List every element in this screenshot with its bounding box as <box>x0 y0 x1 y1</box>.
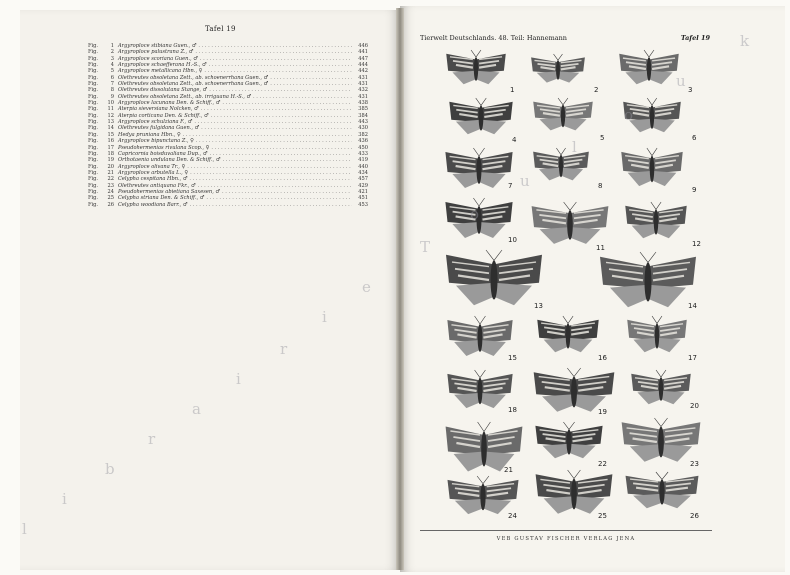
moth-figure <box>446 372 514 410</box>
figure-number-label: 16 <box>598 354 607 362</box>
footer-rule <box>420 530 712 531</box>
page-reference: 438 <box>358 100 368 107</box>
moth-figure <box>630 372 692 406</box>
species-name: Argyroploce stibiana Guen., ♂ <box>118 43 197 49</box>
page-reference: 385 <box>358 106 368 113</box>
figure-abbrev: Fig. <box>88 176 99 183</box>
page-reference: 431 <box>358 74 368 81</box>
page-reference: 433 <box>358 150 368 157</box>
moth-figure <box>620 150 684 188</box>
page-reference: 440 <box>358 163 368 170</box>
figure-abbrev: Fig. <box>88 74 99 81</box>
moth-figure <box>446 318 514 358</box>
moth-figure <box>532 100 594 132</box>
figure-number: 10 <box>107 100 114 107</box>
right-page-header <box>420 34 710 42</box>
figure-number-label: 22 <box>598 460 607 468</box>
page-reference: 443 <box>358 119 368 126</box>
figure-abbrev: Fig. <box>88 43 99 49</box>
species-name: Capricornia boisduvaliana Dup., ♂ <box>118 150 208 157</box>
figure-abbrev: Fig. <box>88 150 99 157</box>
figure-number: 5 <box>110 68 114 75</box>
figure-number-label: 3 <box>688 86 693 94</box>
figure-number-label: 23 <box>690 460 699 468</box>
species-name: Olethreutes obsoletana Zett., ab. irriguana H.-S., ♂ <box>118 93 252 100</box>
species-name: Orthotaenia undulana Den. & Schiff., ♂ <box>118 157 221 164</box>
page-reference: 447 <box>358 55 368 62</box>
watermark-letter: i <box>322 308 327 326</box>
page-reference: 432 <box>358 87 368 94</box>
species-name: Argyroploce bipunctana Z., ♀ <box>118 138 194 145</box>
figure-number-label: 12 <box>692 240 701 248</box>
page-reference: 384 <box>358 112 368 119</box>
species-name: Olethreutes antiquana Fkr., ♂ <box>118 182 196 189</box>
page-reference: 419 <box>358 157 368 164</box>
plate-legend-list <box>88 43 368 208</box>
moth-figure <box>448 100 514 136</box>
figure-number-label: 6 <box>692 134 697 142</box>
figure-number-label: 24 <box>508 512 517 520</box>
moth-figure <box>530 204 610 246</box>
figure-abbrev: Fig. <box>88 68 99 75</box>
moth-figure <box>598 254 698 310</box>
species-name: Olethreutes obsoletana Zett., ab. schoenerrhana Guen., ♂ <box>118 81 269 88</box>
watermark-letter: T <box>420 238 431 256</box>
page-reference: 434 <box>358 169 368 176</box>
page-reference: 436 <box>358 138 368 145</box>
moth-figure <box>620 420 702 464</box>
figure-number-label: 9 <box>692 186 697 194</box>
moth-figure <box>536 318 600 354</box>
figure-number: 3 <box>110 55 114 62</box>
figure-number: 16 <box>107 138 114 145</box>
watermark-letter: a <box>192 400 201 418</box>
figure-number-label: 26 <box>690 512 699 520</box>
figure-number: 9 <box>110 93 114 100</box>
watermark-letter: o <box>470 205 480 223</box>
figure-number: 15 <box>107 131 114 138</box>
watermark-letter: e <box>362 278 371 296</box>
plate-title: Tafel 19 <box>680 34 710 42</box>
figure-number-label: 17 <box>688 354 697 362</box>
figure-number: 8 <box>110 87 114 94</box>
figure-number-label: 2 <box>594 86 599 94</box>
figure-abbrev: Fig. <box>88 100 99 107</box>
figure-number-label: 20 <box>690 402 699 410</box>
page-reference: 441 <box>358 49 368 56</box>
species-name: Celypha striana Den. & Schiff., ♂ <box>118 195 205 202</box>
figure-number: 13 <box>107 119 114 126</box>
figure-number-label: 18 <box>508 406 517 414</box>
figure-number: 14 <box>107 125 114 132</box>
figure-number: 1 <box>110 43 114 49</box>
moth-figure <box>624 474 700 510</box>
watermark-letter: i <box>236 370 241 388</box>
page-reference: 442 <box>358 68 368 75</box>
figure-abbrev: Fig. <box>88 201 99 208</box>
species-name: Argyroploce schulziana F., ♂ <box>118 119 193 126</box>
figure-number: 24 <box>107 188 114 195</box>
figure-abbrev: Fig. <box>88 55 99 62</box>
page-reference: 450 <box>358 144 368 151</box>
figure-number: 12 <box>107 112 114 119</box>
figure-number-label: 13 <box>534 302 543 310</box>
figure-number-label: 15 <box>508 354 517 362</box>
figure-abbrev: Fig. <box>88 106 99 113</box>
figure-number-label: 5 <box>600 134 605 142</box>
figure-abbrev: Fig. <box>88 138 99 145</box>
figure-number: 25 <box>107 195 114 202</box>
species-name: Hedya pruniana Hbn., ♀ <box>118 131 181 138</box>
figure-abbrev: Fig. <box>88 81 99 88</box>
figure-abbrev: Fig. <box>88 62 99 69</box>
running-head: Tierwelt Deutschlands. 48. Teil: Hannemann <box>420 34 567 42</box>
moth-figure <box>446 478 520 516</box>
figure-number: 26 <box>107 201 114 208</box>
moth-figure <box>444 200 514 240</box>
figure-number: 20 <box>107 163 114 170</box>
figure-number-label: 19 <box>598 408 607 416</box>
figure-number: 23 <box>107 182 114 189</box>
figure-number: 22 <box>107 176 114 183</box>
figure-abbrev: Fig. <box>88 112 99 119</box>
figure-abbrev: Fig. <box>88 93 99 100</box>
watermark-letter: o <box>624 106 634 124</box>
figure-number-label: 8 <box>598 182 603 190</box>
species-name: Aterpia corticana Den. & Schiff., ♂ <box>118 112 209 119</box>
figure-abbrev: Fig. <box>88 125 99 132</box>
figure-abbrev: Fig. <box>88 195 99 202</box>
plate-legend-row <box>88 202 368 208</box>
figure-abbrev: Fig. <box>88 131 99 138</box>
species-name: Olethreutes obsoletana Zett., ab. schoenerrhana Guen., ♂ <box>118 74 269 81</box>
figure-number: 7 <box>110 81 114 88</box>
book-gutter <box>396 8 404 570</box>
species-name: Olethreutes dissolutana Stange, ♂ <box>118 87 208 94</box>
watermark-letter: i <box>62 490 67 508</box>
moth-figure <box>534 424 604 460</box>
page-reference: 431 <box>358 81 368 88</box>
page-reference: 421 <box>358 188 368 195</box>
moth-figure <box>534 472 614 516</box>
moth-figure <box>626 318 688 354</box>
moth-figure <box>532 150 590 182</box>
page-reference: 446 <box>358 43 368 49</box>
figure-number-label: 4 <box>512 136 517 144</box>
left-page-title: Tafel 19 <box>205 25 236 33</box>
figure-number-label: 14 <box>688 302 697 310</box>
moth-figure <box>530 56 586 84</box>
moth-figure <box>618 52 680 86</box>
moth-figure <box>624 204 688 240</box>
page-reference: 382 <box>358 131 368 138</box>
figure-number-label: 7 <box>508 182 513 190</box>
page-reference: 444 <box>358 62 368 69</box>
figure-abbrev: Fig. <box>88 188 99 195</box>
watermark-letter: u <box>520 172 530 190</box>
watermark-letter: u <box>676 72 686 90</box>
figure-number-label: 11 <box>596 244 605 252</box>
figure-abbrev: Fig. <box>88 163 99 170</box>
figure-abbrev: Fig. <box>88 49 99 56</box>
species-name: Argyroploce metallicana Hbn., ♀ <box>118 68 203 75</box>
species-name: Olethreutes fulgidana Guen., ♂ <box>118 125 200 132</box>
watermark-letter: l <box>572 138 577 156</box>
species-name: Pseudohermenias rivulana Scop., ♀ <box>118 144 210 151</box>
page-reference: 451 <box>358 195 368 202</box>
figure-number: 19 <box>107 157 114 164</box>
figure-abbrev: Fig. <box>88 119 99 126</box>
figure-abbrev: Fig. <box>88 157 99 164</box>
page-reference: 457 <box>358 176 368 183</box>
species-name: Argyroploce schaefferana H.-S., ♂ <box>118 62 207 69</box>
moth-figure <box>444 252 544 308</box>
species-name: Argyroploce arbutella L., ♀ <box>118 169 189 176</box>
species-name: Pseudohermenias abietiana Saxesen, ♂ <box>118 188 220 195</box>
figure-number: 6 <box>110 74 114 81</box>
species-name: Argyroploce scoriana Guen., ♂ <box>118 55 198 62</box>
species-name: Argyroploce olivana Tr., ♀ <box>118 163 186 170</box>
species-name: Argyroploce lacunana Den. & Schiff., ♂ <box>118 100 221 107</box>
watermark-letter: k <box>740 32 750 50</box>
page-reference: 430 <box>358 125 368 132</box>
figure-abbrev: Fig. <box>88 169 99 176</box>
figure-number: 11 <box>107 106 114 113</box>
species-name: Argyroploce palustrana Z., ♂ <box>118 49 194 56</box>
watermark-letter: r <box>280 340 288 358</box>
publisher-imprint: VEB GUSTAV FISCHER VERLAG JENA <box>496 536 636 542</box>
figure-number-label: 21 <box>504 466 513 474</box>
figure-abbrev: Fig. <box>88 144 99 151</box>
watermark-letter: l <box>22 520 27 538</box>
figure-number: 21 <box>107 169 114 176</box>
moth-figure <box>622 100 682 134</box>
species-name: Celypha woodiana Barr., ♂ <box>118 201 188 208</box>
figure-number: 4 <box>110 62 114 69</box>
page-reference: 431 <box>358 93 368 100</box>
watermark-letter: b <box>105 460 115 478</box>
figure-abbrev: Fig. <box>88 87 99 94</box>
figure-number: 18 <box>107 150 114 157</box>
figure-abbrev: Fig. <box>88 182 99 189</box>
moth-figure <box>445 52 507 86</box>
figure-number: 17 <box>107 144 114 151</box>
leader-dots <box>190 202 353 208</box>
figure-number-label: 1 <box>510 86 515 94</box>
figure-number: 2 <box>110 49 114 56</box>
figure-number-label: 25 <box>598 512 607 520</box>
page-reference: 453 <box>358 201 368 208</box>
figure-number-label: 10 <box>508 236 517 244</box>
moth-figure <box>444 150 514 190</box>
species-name: Celypha cespitana Hbn., ♂ <box>118 176 188 183</box>
page-reference: 429 <box>358 182 368 189</box>
species-name: Aterpia sieversiana Nolcken, ♂ <box>118 106 199 113</box>
watermark-letter: r <box>148 430 156 448</box>
